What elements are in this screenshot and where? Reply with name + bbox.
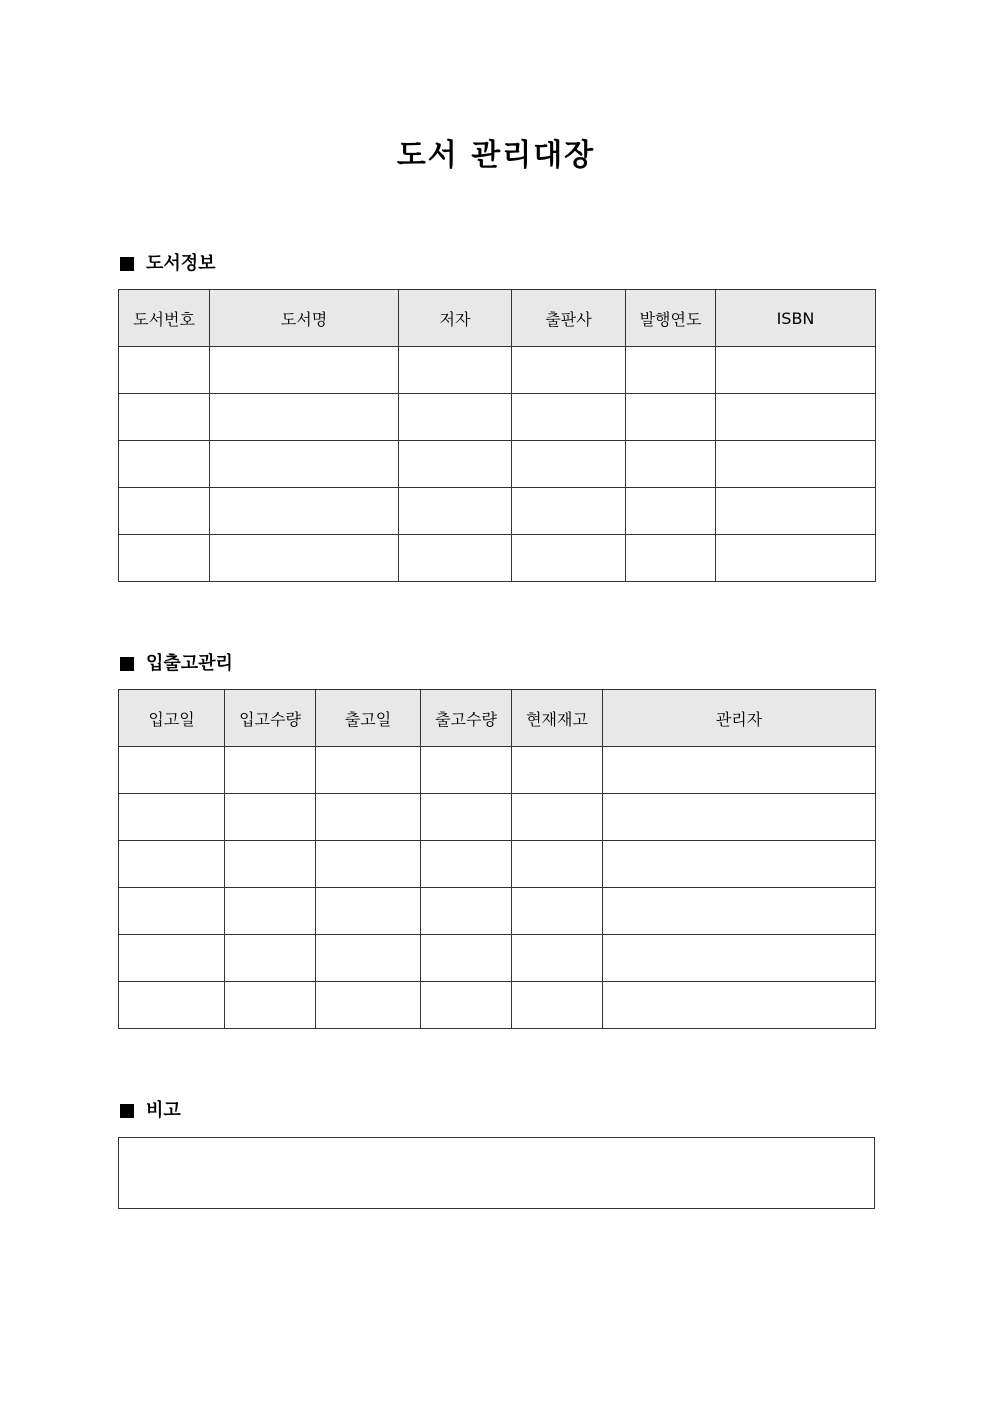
table-row bbox=[119, 488, 876, 535]
table-cell[interactable] bbox=[603, 841, 876, 888]
table-row bbox=[119, 982, 876, 1029]
table-cell[interactable] bbox=[421, 982, 512, 1029]
table-cell[interactable] bbox=[119, 888, 225, 935]
table-cell[interactable] bbox=[316, 794, 421, 841]
table-cell[interactable] bbox=[119, 394, 210, 441]
square-bullet-icon bbox=[120, 1104, 134, 1118]
table-cell[interactable] bbox=[603, 794, 876, 841]
table-cell[interactable] bbox=[716, 394, 876, 441]
table-cell[interactable] bbox=[512, 888, 603, 935]
table-row bbox=[119, 347, 876, 394]
table-cell[interactable] bbox=[119, 441, 210, 488]
table-cell[interactable] bbox=[421, 888, 512, 935]
table-cell[interactable] bbox=[626, 394, 716, 441]
stock-management-table bbox=[118, 689, 876, 1029]
table-cell[interactable] bbox=[225, 841, 316, 888]
table-cell[interactable] bbox=[421, 935, 512, 982]
table-row bbox=[119, 935, 876, 982]
table-cell[interactable] bbox=[512, 347, 626, 394]
table-cell[interactable] bbox=[210, 441, 399, 488]
stock-management-table-body bbox=[119, 747, 876, 1029]
column-header-book-title: 도서명 bbox=[210, 290, 399, 347]
column-header-publisher: 출판사 bbox=[512, 290, 626, 347]
table-cell[interactable] bbox=[225, 747, 316, 794]
column-header-current-stock: 현재재고 bbox=[512, 690, 603, 747]
table-cell[interactable] bbox=[225, 794, 316, 841]
table-cell[interactable] bbox=[210, 535, 399, 582]
column-header-out-quantity: 출고수량 bbox=[421, 690, 512, 747]
table-cell[interactable] bbox=[626, 535, 716, 582]
table-row bbox=[119, 888, 876, 935]
table-row bbox=[119, 535, 876, 582]
column-header-in-date: 입고일 bbox=[119, 690, 225, 747]
document-title: 도서 관리대장 bbox=[396, 138, 596, 173]
section-heading-stock bbox=[120, 651, 233, 677]
table-cell[interactable] bbox=[512, 441, 626, 488]
table-header-row bbox=[119, 690, 876, 747]
table-cell[interactable] bbox=[399, 488, 512, 535]
section-heading-book-info bbox=[120, 251, 216, 277]
section-heading-remarks bbox=[120, 1098, 181, 1124]
table-cell[interactable] bbox=[119, 347, 210, 394]
table-cell[interactable] bbox=[603, 747, 876, 794]
table-row bbox=[119, 747, 876, 794]
table-cell[interactable] bbox=[119, 488, 210, 535]
table-cell[interactable] bbox=[210, 488, 399, 535]
table-cell[interactable] bbox=[512, 488, 626, 535]
section-heading-label: 비고 bbox=[146, 1100, 181, 1121]
table-cell[interactable] bbox=[316, 841, 421, 888]
table-cell[interactable] bbox=[316, 935, 421, 982]
table-cell[interactable] bbox=[512, 394, 626, 441]
table-cell[interactable] bbox=[421, 841, 512, 888]
table-cell[interactable] bbox=[512, 982, 603, 1029]
table-cell[interactable] bbox=[512, 935, 603, 982]
book-info-table bbox=[118, 289, 876, 582]
table-cell[interactable] bbox=[716, 535, 876, 582]
table-row bbox=[119, 841, 876, 888]
column-header-book-number: 도서번호 bbox=[119, 290, 210, 347]
section-heading-label: 도서정보 bbox=[146, 253, 216, 274]
table-cell[interactable] bbox=[225, 888, 316, 935]
table-header-row bbox=[119, 290, 876, 347]
table-cell[interactable] bbox=[399, 441, 512, 488]
table-cell[interactable] bbox=[421, 794, 512, 841]
table-cell[interactable] bbox=[119, 535, 210, 582]
table-cell[interactable] bbox=[399, 347, 512, 394]
table-cell[interactable] bbox=[225, 935, 316, 982]
square-bullet-icon bbox=[120, 257, 134, 271]
table-cell[interactable] bbox=[316, 747, 421, 794]
table-cell[interactable] bbox=[603, 982, 876, 1029]
column-header-manager: 관리자 bbox=[603, 690, 876, 747]
table-cell[interactable] bbox=[316, 982, 421, 1029]
table-cell[interactable] bbox=[512, 841, 603, 888]
table-cell[interactable] bbox=[716, 488, 876, 535]
column-header-publication-year: 발행연도 bbox=[626, 290, 716, 347]
section-heading-label: 입출고관리 bbox=[146, 653, 233, 674]
table-cell[interactable] bbox=[626, 441, 716, 488]
table-cell[interactable] bbox=[716, 441, 876, 488]
table-cell[interactable] bbox=[399, 394, 512, 441]
table-cell[interactable] bbox=[399, 535, 512, 582]
table-cell[interactable] bbox=[119, 935, 225, 982]
column-header-out-date: 출고일 bbox=[316, 690, 421, 747]
table-cell[interactable] bbox=[119, 747, 225, 794]
column-header-author: 저자 bbox=[399, 290, 512, 347]
table-cell[interactable] bbox=[603, 888, 876, 935]
table-row bbox=[119, 794, 876, 841]
table-cell[interactable] bbox=[119, 794, 225, 841]
table-cell[interactable] bbox=[626, 347, 716, 394]
table-cell[interactable] bbox=[316, 888, 421, 935]
table-cell[interactable] bbox=[210, 347, 399, 394]
table-row bbox=[119, 394, 876, 441]
table-cell[interactable] bbox=[210, 394, 399, 441]
table-row bbox=[119, 441, 876, 488]
table-cell[interactable] bbox=[512, 535, 626, 582]
table-cell[interactable] bbox=[119, 841, 225, 888]
column-header-isbn: ISBN bbox=[716, 290, 876, 347]
table-cell[interactable] bbox=[225, 982, 316, 1029]
table-cell[interactable] bbox=[603, 935, 876, 982]
table-cell[interactable] bbox=[716, 347, 876, 394]
column-header-in-quantity: 입고수량 bbox=[225, 690, 316, 747]
table-cell[interactable] bbox=[421, 747, 512, 794]
square-bullet-icon bbox=[120, 657, 134, 671]
book-info-table-body bbox=[119, 347, 876, 582]
table-cell[interactable] bbox=[119, 982, 225, 1029]
table-cell[interactable] bbox=[512, 794, 603, 841]
table-cell[interactable] bbox=[512, 747, 603, 794]
remarks-box[interactable] bbox=[118, 1137, 875, 1209]
table-cell[interactable] bbox=[626, 488, 716, 535]
